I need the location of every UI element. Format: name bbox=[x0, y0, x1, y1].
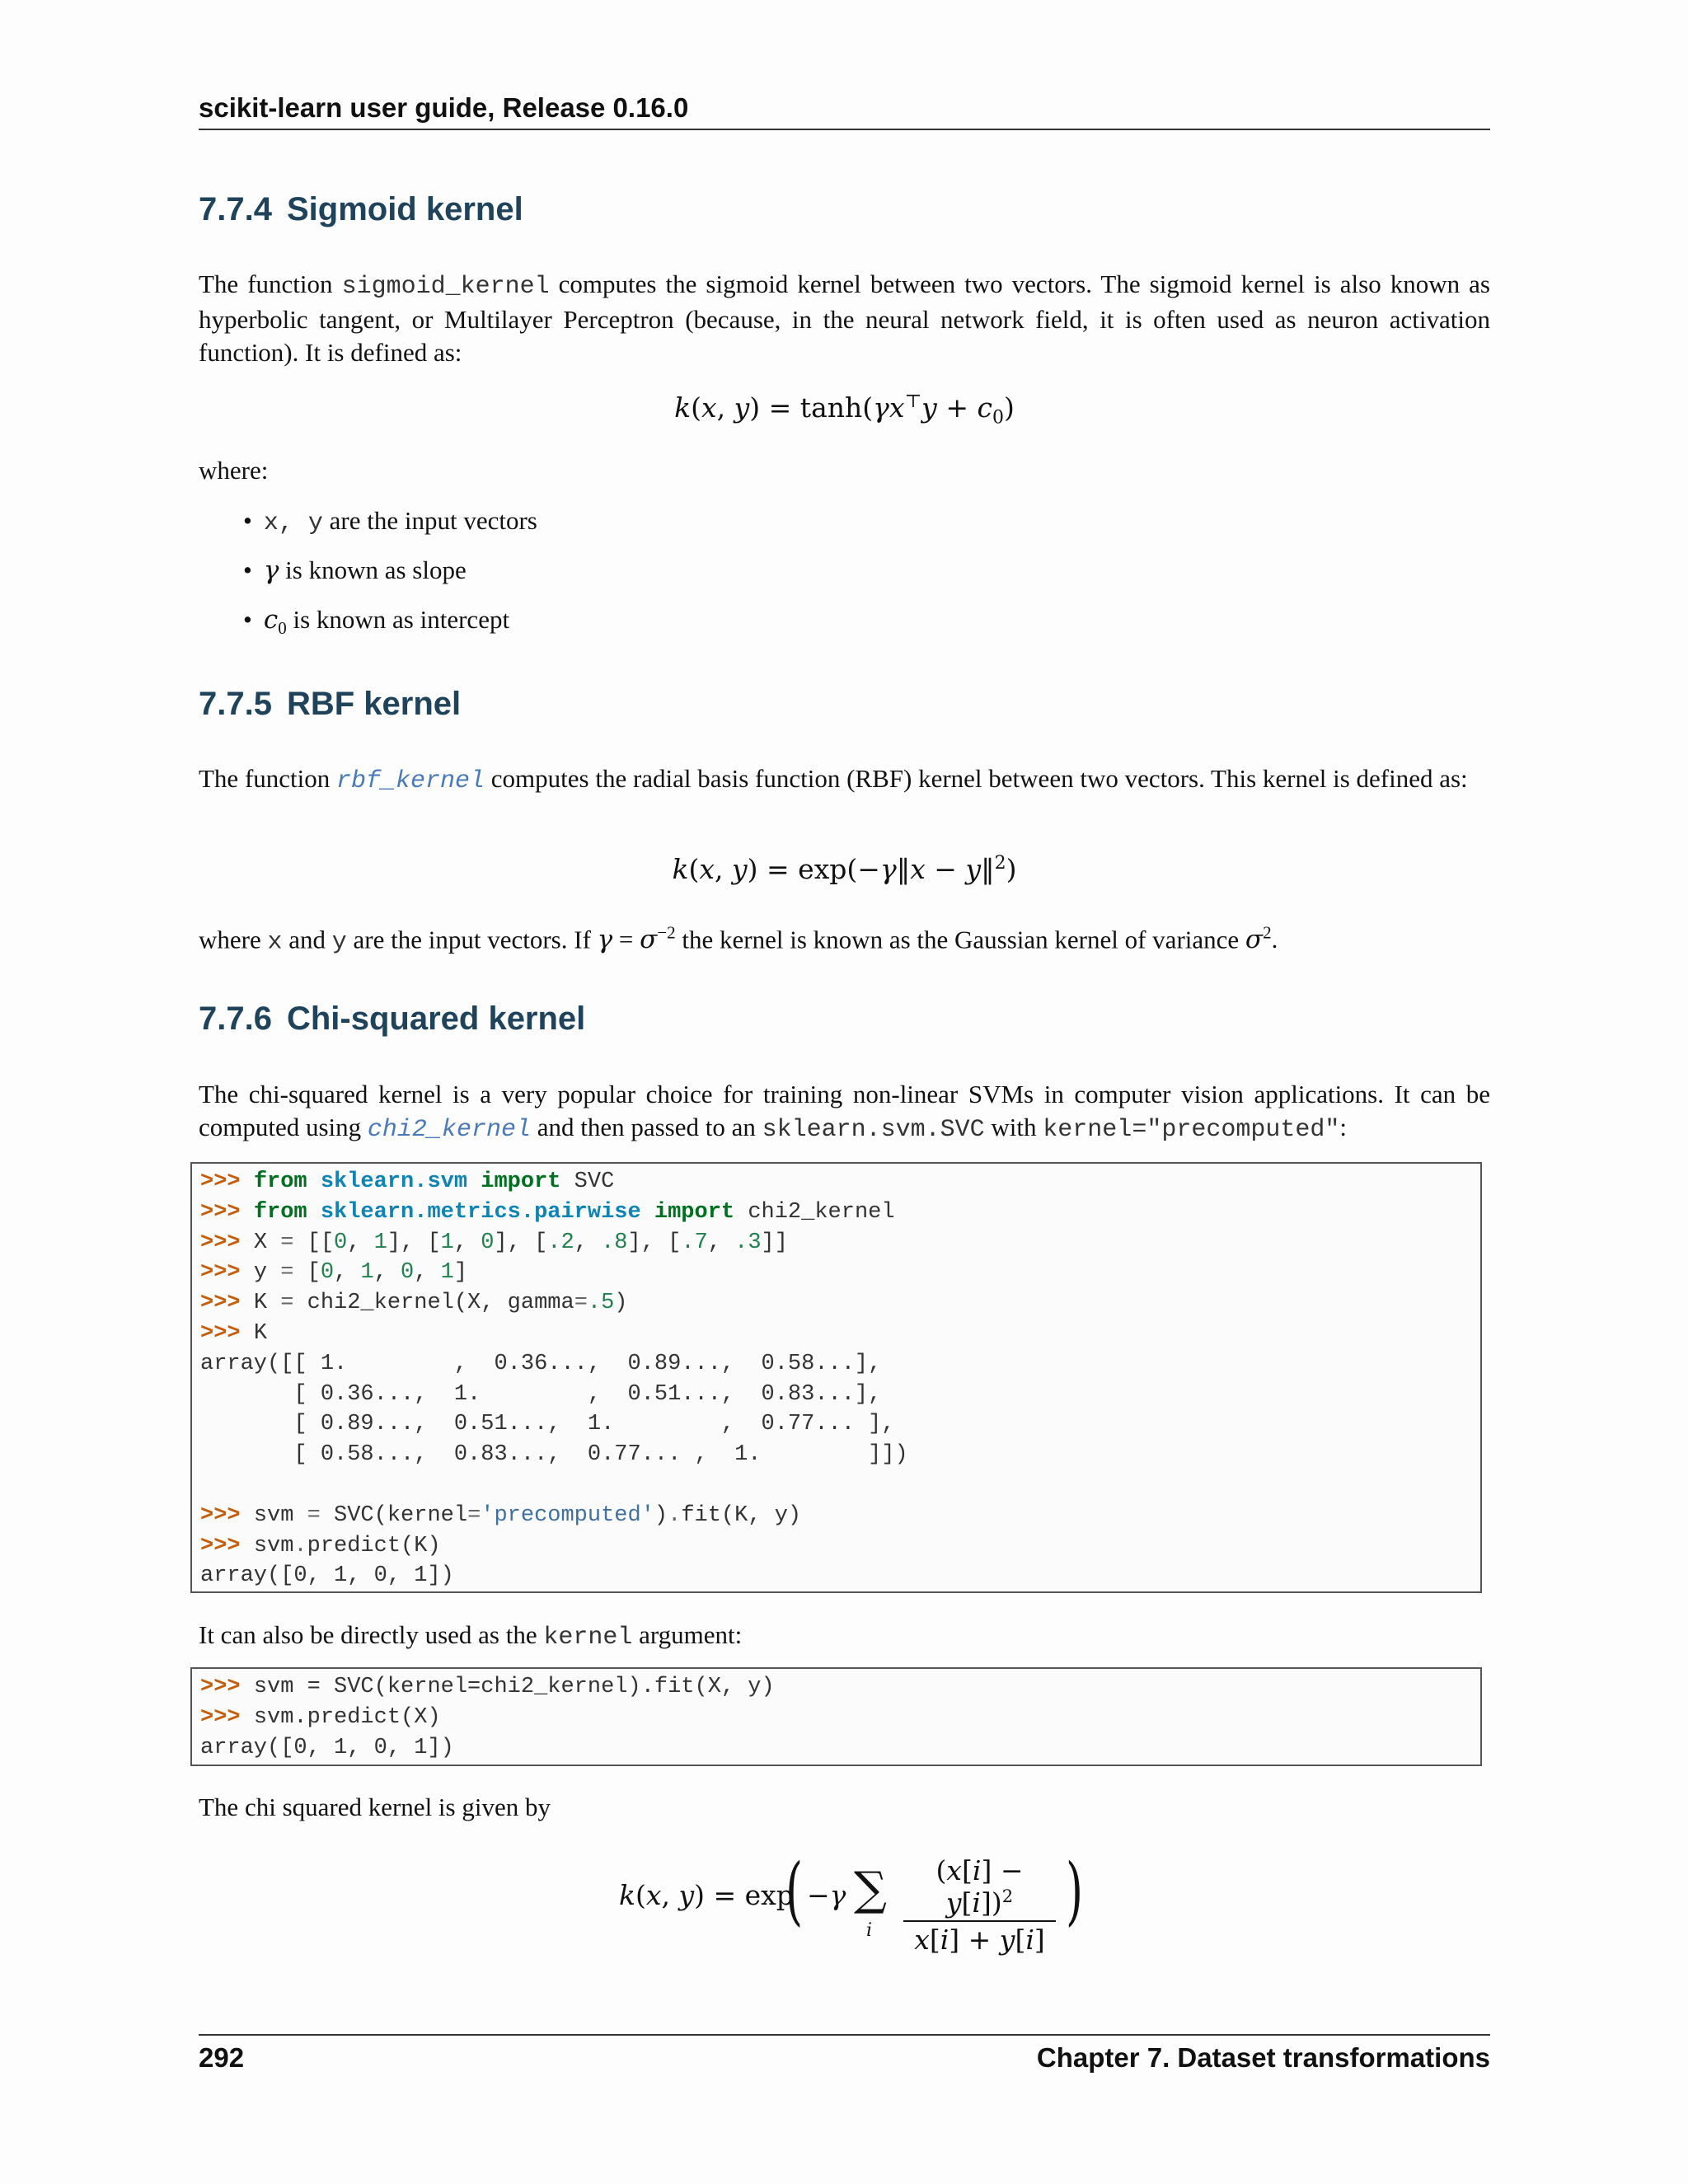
where-label: where: bbox=[199, 456, 269, 485]
text-run: is known as slope bbox=[279, 555, 467, 584]
section-heading-chi2 bbox=[199, 1001, 585, 1038]
text-run: : bbox=[1339, 1113, 1347, 1141]
section-heading-sigmoid bbox=[199, 191, 523, 228]
text-run: with bbox=[984, 1113, 1043, 1141]
sigma-squared-formula: $\sigma^2$. bbox=[1245, 923, 1278, 955]
section-title: Chi-squared kernel bbox=[286, 1001, 586, 1037]
c0-subscript: 0 bbox=[278, 618, 287, 639]
text-run: the kernel is known as the Gaussian kernel of variance bbox=[675, 925, 1245, 954]
code-line: >>> from sklearn.svm import SVC bbox=[200, 1169, 615, 1194]
chi2-formula-intro: The chi squared kernel is given by bbox=[199, 1793, 551, 1821]
footer-rule bbox=[199, 2034, 1490, 2036]
c0-symbol: c bbox=[263, 605, 279, 635]
code-blank-line bbox=[200, 1470, 1472, 1501]
rbf-equation: k(x, y) = exp(−γ‖x − y‖$^2$) bbox=[672, 853, 1017, 885]
code-output-line: [ 0.58..., 0.83..., 0.77... , 1. ]]) bbox=[200, 1442, 908, 1468]
section-title: Sigmoid kernel bbox=[286, 191, 523, 227]
gamma-sigma-formula: $\gamma = \sigma^{-2}$ bbox=[597, 923, 676, 955]
code-output-line: [ 0.36..., 1. , 0.51..., 0.83...], bbox=[200, 1381, 882, 1407]
text-run: is known as intercept bbox=[286, 605, 510, 634]
list-item bbox=[243, 504, 537, 554]
section-title: RBF kernel bbox=[286, 686, 462, 722]
section-heading-rbf bbox=[199, 686, 461, 723]
text-run: where bbox=[199, 925, 268, 954]
rbf-where-paragraph bbox=[199, 916, 1490, 958]
section-number: 7.7.5 bbox=[199, 686, 272, 722]
text-run: The chi-squared kernel is a very popular choice for training non-linear SVMs in computer vision applications. It can be computed using bbox=[199, 1080, 1490, 1141]
running-header: scikit-learn user guide, Release 0.16.0 bbox=[199, 92, 1490, 130]
rbf-paragraph bbox=[199, 762, 1490, 798]
text-run: The function bbox=[199, 764, 337, 793]
code-line: >>> X = [[0, 1], [1, 0], [.2, .8], [.7, .3]] bbox=[200, 1230, 788, 1255]
code-block-callable[interactable] bbox=[190, 1667, 1482, 1766]
rbf-kernel-link[interactable]: rbf_kernel bbox=[336, 767, 485, 795]
code-line: >>> svm = SVC(kernel='precomputed').fit(K, y) bbox=[200, 1502, 802, 1528]
code-output-line: [ 0.89..., 0.51..., 1. , 0.77... ], bbox=[200, 1412, 895, 1437]
section-number: 7.7.4 bbox=[199, 191, 272, 227]
gamma-symbol: γ bbox=[263, 555, 279, 585]
code-line: >>> y = [0, 1, 0, 1] bbox=[200, 1260, 468, 1286]
chi2-equation: k(x, y) = exp ( −γ ∑ i $(x[i] - y[i])^2$ x[i] + y[i] ) bbox=[619, 1848, 1084, 1956]
code-output-line: array([[ 1. , 0.36..., 0.89..., 0.58...], bbox=[200, 1351, 882, 1376]
code-line: >>> svm.predict(K) bbox=[200, 1533, 441, 1558]
text-run: argument: bbox=[632, 1620, 743, 1649]
code-line: >>> K = chi2_kernel(X, gamma=.5) bbox=[200, 1291, 628, 1316]
code-line: >>> from sklearn.metrics.pairwise import chi2_kernel bbox=[200, 1199, 895, 1225]
input-vectors-code: x, y bbox=[263, 509, 323, 537]
chi2-kernel-link[interactable]: chi2_kernel bbox=[367, 1116, 531, 1144]
text-run: are the input vectors. If bbox=[346, 925, 598, 954]
page-number: 292 bbox=[199, 2042, 245, 2073]
code-line: >>> K bbox=[200, 1320, 268, 1346]
text-run: are the input vectors bbox=[322, 506, 537, 535]
svc-code: sklearn.svm.SVC bbox=[762, 1116, 985, 1144]
list-item bbox=[243, 603, 537, 653]
x-code: x bbox=[267, 928, 283, 957]
sigmoid-parameter-list bbox=[243, 504, 537, 653]
text-run: The function bbox=[199, 269, 342, 298]
code-output-line: array([0, 1, 0, 1]) bbox=[200, 1735, 454, 1760]
text-run: computes the radial basis function (RBF) kernel between two vectors. This kernel is defined as: bbox=[485, 764, 1468, 793]
text-run: and then passed to an bbox=[530, 1113, 762, 1141]
chi2-paragraph bbox=[199, 1078, 1490, 1146]
code-block-precomputed[interactable] bbox=[190, 1162, 1482, 1593]
section-number: 7.7.6 bbox=[199, 1001, 272, 1037]
text-run: computes the sigmoid kernel between two vectors. The sigmoid kernel is also known as hyperbolic tangent, or Multilayer Perceptron (because, in the neural network field, it is often used as neuron activation function). It is defined as: bbox=[199, 269, 1490, 367]
text-run: It can also be directly used as the bbox=[199, 1620, 544, 1649]
code-line: >>> svm.predict(X) bbox=[200, 1704, 441, 1730]
code-line: >>> svm = SVC(kernel=chi2_kernel).fit(X, y) bbox=[200, 1675, 775, 1699]
y-code: y bbox=[331, 928, 347, 957]
text-run: and bbox=[282, 925, 332, 954]
chapter-title: Chapter 7. Dataset transformations bbox=[1036, 2042, 1490, 2073]
sigmoid-kernel-code: sigmoid_kernel bbox=[341, 273, 550, 301]
sigmoid-equation: k(x, $y) = \tanh(\gamma x^⊤y + c_0)$ bbox=[674, 391, 1015, 429]
code-output-line: array([0, 1, 0, 1]) bbox=[200, 1563, 454, 1589]
page-footer bbox=[199, 2042, 1490, 2074]
sigmoid-paragraph bbox=[199, 268, 1490, 369]
document-page bbox=[199, 0, 1490, 2184]
precomputed-code: kernel="precomputed" bbox=[1043, 1116, 1340, 1144]
kernel-code: kernel bbox=[543, 1624, 633, 1652]
list-item bbox=[243, 554, 537, 603]
kernel-argument-paragraph bbox=[199, 1619, 1490, 1654]
